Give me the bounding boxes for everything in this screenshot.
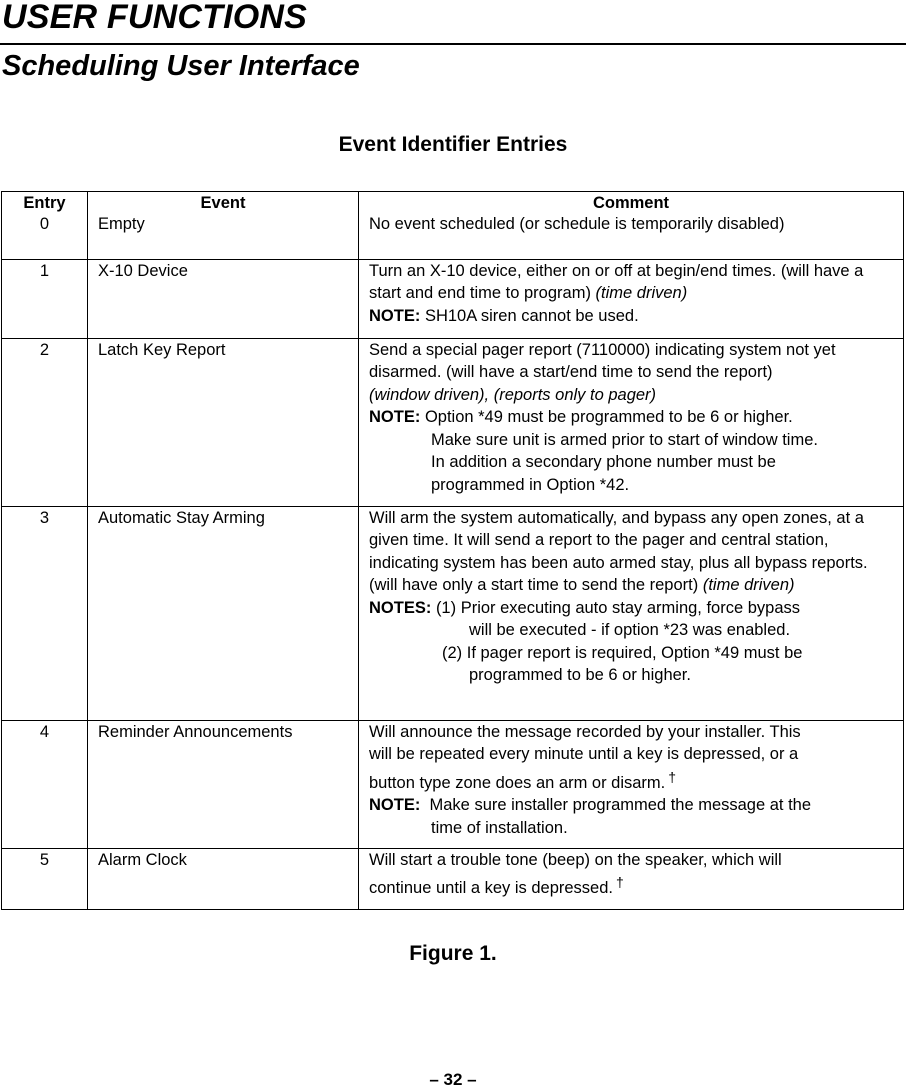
table-row xyxy=(2,338,904,506)
table-header-row xyxy=(2,192,904,214)
header-rule xyxy=(0,43,906,45)
section-title: USER FUNCTIONS xyxy=(2,0,308,36)
note-label: NOTES: xyxy=(369,598,432,617)
table-row xyxy=(2,506,904,720)
event-cell: Alarm Clock xyxy=(88,848,359,909)
table-title: Event Identifier Entries xyxy=(338,133,568,156)
comment-line: will be repeated every minute until a key is depressed, or a xyxy=(369,745,799,763)
comment-cell xyxy=(359,338,904,506)
comment-cell xyxy=(359,848,904,909)
comment-cell xyxy=(359,720,904,848)
dagger-symbol: † xyxy=(615,874,624,890)
table-row xyxy=(2,848,904,909)
column-header-comment: Comment xyxy=(359,192,904,214)
entry-cell: 1 xyxy=(2,259,88,338)
page-number: – 32 – xyxy=(429,1070,477,1089)
entry-cell: 4 xyxy=(2,720,88,848)
event-cell: Automatic Stay Arming xyxy=(88,506,359,720)
event-cell: Empty xyxy=(88,213,359,259)
entry-cell: 0 xyxy=(2,213,88,259)
table-row xyxy=(2,213,904,259)
note-line: (2) If pager report is required, Option *49 must be xyxy=(442,643,803,662)
comment-line: Will announce the message recorded by your installer. This xyxy=(369,722,801,741)
note-continuation: programmed to be 6 or higher. xyxy=(469,666,691,684)
comment-cell: No event scheduled (or schedule is temporarily disabled) xyxy=(359,213,904,259)
comment-text: Turn an X-10 device, either on or off at begin/end times. (will have a start and end time to program) xyxy=(369,261,864,302)
note-label: NOTE: xyxy=(369,796,421,814)
comment-text: Send a special pager report (7110000) indicating system not yet disarmed. (will have a start/end time to send the report) xyxy=(369,340,836,381)
comment-line-text: button type zone does an arm or disarm. xyxy=(369,773,666,792)
note-continuation: programmed in Option *42. xyxy=(431,475,630,494)
comment-line-text: continue until a key is depressed. xyxy=(369,879,613,897)
comment-line xyxy=(369,871,899,900)
comment-text: Will arm the system automatically, and bypass any open zones, at a given time. It will send a report to the pager and central station, indicating system has been auto armed stay, plus all bypass reports. (will have only a start time to send the report) xyxy=(369,508,868,594)
note-line xyxy=(369,597,899,620)
event-cell: X-10 Device xyxy=(88,259,359,338)
note-label: NOTE: xyxy=(369,408,421,426)
table-row xyxy=(2,720,904,848)
note-continuation: time of installation. xyxy=(431,818,568,837)
note-text: Make sure installer programmed the message at the xyxy=(429,796,812,814)
note-continuation: Make sure unit is armed prior to start of window time. xyxy=(431,430,818,449)
page-subtitle: Scheduling User Interface xyxy=(2,50,360,82)
column-header-entry: Entry xyxy=(2,192,88,214)
note-text: (1) Prior executing auto stay arming, force bypass xyxy=(435,598,801,617)
note-text: SH10A siren cannot be used. xyxy=(424,306,639,325)
column-header-event: Event xyxy=(88,192,359,214)
note-continuation: will be executed - if option *23 was enabled. xyxy=(469,621,791,639)
comment-italic: (time driven) xyxy=(702,576,795,594)
comment-cell xyxy=(359,506,904,720)
event-cell: Latch Key Report xyxy=(88,338,359,506)
comment-cell xyxy=(359,259,904,338)
dagger-symbol: † xyxy=(668,768,677,785)
note-continuation: In addition a secondary phone number must be xyxy=(431,453,776,471)
note-line xyxy=(369,406,899,429)
comment-italic: (time driven) xyxy=(595,284,688,302)
note-text: Option *49 must be programmed to be 6 or higher. xyxy=(424,408,793,426)
entry-cell: 5 xyxy=(2,848,88,909)
event-cell: Reminder Announcements xyxy=(88,720,359,848)
event-identifier-table xyxy=(1,191,904,910)
comment-italic: (window driven), (reports only to pager) xyxy=(369,385,657,404)
comment-line xyxy=(369,766,899,795)
note-line xyxy=(369,794,899,817)
note-label: NOTE: xyxy=(369,306,421,325)
entry-cell: 2 xyxy=(2,338,88,506)
figure-caption: Figure 1. xyxy=(409,942,497,965)
entry-cell: 3 xyxy=(2,506,88,720)
note-line xyxy=(369,305,899,328)
table-row xyxy=(2,259,904,338)
comment-line: Will start a trouble tone (beep) on the speaker, which will xyxy=(369,850,782,869)
